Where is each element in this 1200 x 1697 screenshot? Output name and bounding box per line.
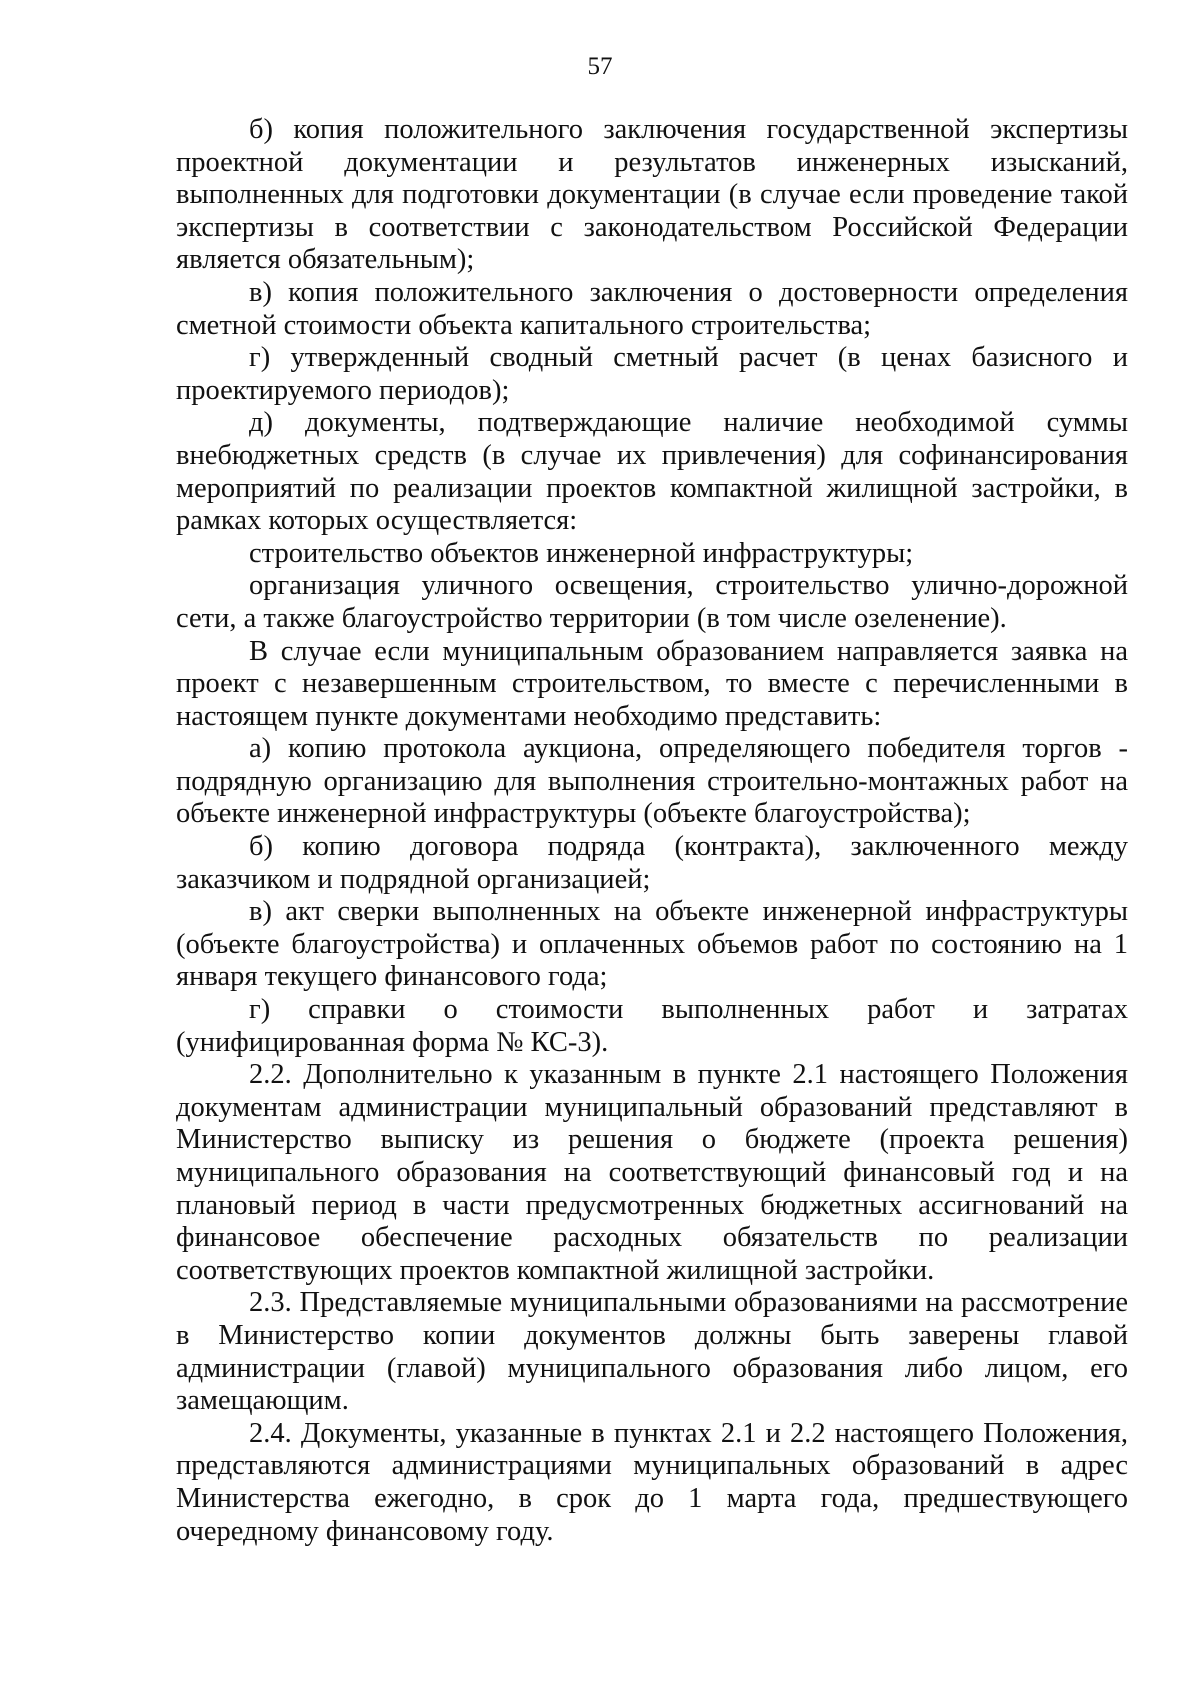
paragraph-contract-copy: б) копию договора подряда (контракта), заключенного между заказчиком и подрядной организацией; (176, 831, 1128, 895)
paragraph-street-lighting: организация уличного освещения, строительство улично-дорожной сети, а также благоустройство территории (в том числе озеленение). (176, 570, 1128, 634)
paragraph-section-2-3: 2.3. Представляемые муниципальными образованиями на рассмотрение в Министерство копии документов должны быть заверены главой администрации (главой) муниципального образования либо лицом, его замещающим. (176, 1287, 1128, 1417)
paragraph-infrastructure-construction: строительство объектов инженерной инфраструктуры; (249, 537, 914, 569)
paragraph-section-2-4: 2.4. Документы, указанные в пунктах 2.1 и 2.2 настоящего Положения, представляются администрациями муниципальных образований в адрес Министерства ежегодно, в срок до 1 марта года, предшествующего очередному финансовому году. (176, 1417, 1128, 1547)
paragraph-expertise-copy: б) копия положительного заключения государственной экспертизы проектной документации и результатов инженерных изысканий, выполненных для подготовки документации (в случае если проведение такой экспертизы в соответствии с законодательством Российской Федерации является обязательным); (176, 114, 1128, 276)
paragraph-ks3-certificates: г) справки о стоимости выполненных работ и затратах (унифицированная форма № КС-3). (176, 994, 1128, 1058)
paragraph-extrabudgetary-funds: д) документы, подтверждающие наличие необходимой суммы внебюджетных средств (в случае их привлечения) для софинансирования мероприятий по реализации проектов компактной жилищной застройки, в рамках которых осуществляется: (176, 407, 1128, 537)
paragraph-auction-protocol: а) копию протокола аукциона, определяющего победителя торгов - подрядную организацию для выполнения строительно-монтажных работ на объекте инженерной инфраструктуры (объекте благоустройства); (176, 733, 1128, 830)
paragraph-section-2-2: 2.2. Дополнительно к указанным в пункте 2.1 настоящего Положения документам администрации муниципальный образований представляют в Министерство выписку из решения о бюджете (проекта решения) муниципального образования на соответствующий финансовый год и на плановый период в части предусмотренных бюджетных ассигнований на финансовое обеспечение расходных обязательств по реализации соответствующих проектов компактной жилищной застройки. (176, 1059, 1128, 1286)
paragraph-unfinished-construction: В случае если муниципальным образованием направляется заявка на проект с незавершенным строительством, то вместе с перечисленными в настоящем пункте документами необходимо представить: (176, 635, 1128, 732)
paragraph-reconciliation-act: в) акт сверки выполненных на объекте инженерной инфраструктуры (объекте благоустройства) и оплаченных объемов работ по состоянию на 1 января текущего финансового года; (176, 896, 1128, 993)
page-number: 57 (587, 53, 613, 80)
paragraph-summary-estimate: г) утвержденный сводный сметный расчет (в ценах базисного и проектируемого периодов); (176, 342, 1128, 406)
paragraph-estimate-reliability: в) копия положительного заключения о достоверности определения сметной стоимости объекта капитального строительства; (176, 276, 1128, 341)
document-body (176, 114, 1128, 1548)
